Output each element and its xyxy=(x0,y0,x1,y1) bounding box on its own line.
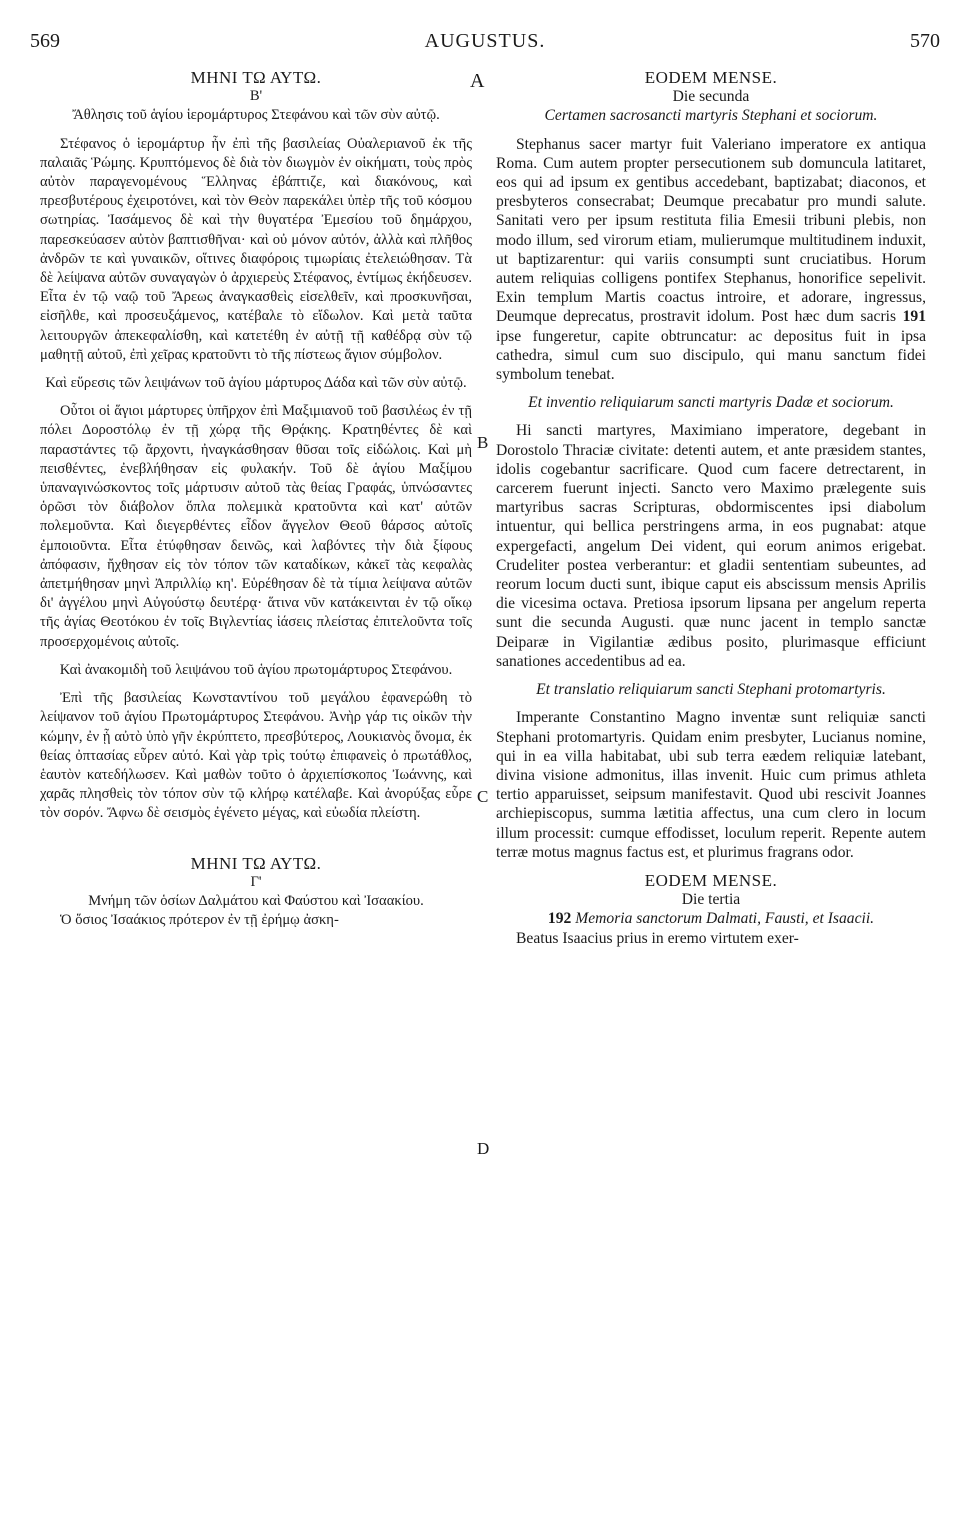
greek-section-title: Καὶ ἀνακομιδὴ τοῦ λειψάνου τοῦ ἁγίου πρωτομάρτυρος Στεφάνου. xyxy=(59,661,453,678)
latin-title-text: Memoria sanctorum Dalmati, Fausti, et Isaacii. xyxy=(575,910,875,928)
latin-section-title: Et inventio reliquiarum sancti martyris Dadæ et sociorum. xyxy=(528,394,894,412)
latin-section-title xyxy=(496,909,926,928)
greek-day-heading: Γ' xyxy=(250,873,262,890)
greek-month-heading: ΜΗΝΙ ΤΩ ΑΥΤΩ. xyxy=(190,68,322,87)
page-header xyxy=(30,30,940,56)
page-number-left: 569 xyxy=(30,30,60,52)
latin-text: ipse fungeretur, capite obtruncatur: ac depositus fuit in ipsa cathedra, simul cum suo discipulo, qui manu sanctum fidei symbolum tenebat. xyxy=(496,327,926,384)
greek-section-title: Μνήμη τῶν ὁσίων Δαλμάτου καὶ Φαύστου καὶ Ἰσαακίου. xyxy=(88,892,424,909)
greek-month-heading: ΜΗΝΙ ΤΩ ΑΥΤΩ. xyxy=(190,853,322,873)
margin-number: 192 xyxy=(547,910,572,928)
latin-paragraph: Hi sancti martyres, Maximiano imperatore, degebant in Dorostolo Thraciæ civitate: detenti autem, et ante præsidem stantes, idolis cogebantur sacrificare. Quod cum facere detrectarent, in carcerem fuerunt injecti. Sancto vero Maximo prælegente suis martyribus sacras Scripturas, obdormiscentes ipsi diabolum intuentur, qui bellica perstringens arma, in eos pugnabat: atque expergefacti, angelum Dei vident, qui eorum animos erigebat. Crudeliter postea verberantur: et gladii sententiam subeuntes, ad reorum locum ducti sunt, ibique caput eis abscissum mensis Aprilis die vicesima octava. Pretiosa ipsorum lipsana per angelum reperta sunt die secunda Augusti. quæ nunc jacent in templo sanctæ Deiparæ in Vigilantiæ ædibus posito, plurimasque efficiunt sanationes accedentibus ad ea. xyxy=(496,422,926,670)
greek-section-title: Καὶ εὕρεσις τῶν λειψάνων τοῦ ἁγίου μάρτυρος Δάδα καὶ τῶν σὺν αὐτῷ. xyxy=(45,375,467,392)
running-title: AUGUSTUS. xyxy=(424,30,546,52)
latin-month-heading: EODEM MENSE. xyxy=(644,870,778,890)
greek-paragraph: Στέφανος ὁ ἱερομάρτυρ ἦν ἐπὶ τῆς βασιλείας Οὐαλεριανοῦ ἐκ τῆς παλαιᾶς Ῥώμης. Κρυπτόμενος δὲ διὰ τὸν διωγμὸν ἐν οἰκήματι, τοὺς πρὸς αὐτὸν παραγενομένους Ἕλληνας ἐβάπτιζε, καὶ διακόνους, καὶ πρεσβυτέρους ἐχειροτόνει, καὶ τὸν Θεὸν παρεκάλει ὑπὲρ τῆς τοῦ κόσμου σωτηρίας. Ἰασάμενος δὲ καὶ τὴν θυγατέρα Ἐμεσίου τοῦ δημάρχου, παρεσκεύασεν αὐτὸν βαπτισθῆναι· καὶ οὐ μόνον αὐτόν, ἀλλὰ καὶ πλῆθος ἀνδρῶν τε καὶ γυναικῶν, οἵτινες διαφόροις τιμωρίαις ἐτελειώθησαν. Τὰ δὲ λείψανα αὐτῶν συναγαγὼν ὁ ἀρχιερεὺς Στέφανος, ἐντίμως ἐκήδευσεν. Εἶτα ἐν τῷ ναῷ τοῦ Ἄρεως ἀναγκασθεὶς εἰσελθεῖν, καὶ προσκυνῆσαι, εἰσῆλθε, καὶ προσευξάμενος, κατέβαλε τὸ εἴδωλον. Καὶ μετὰ ταῦτα λειτουργῶν ἀπεκεφαλίσθη, καὶ κατετέθη ἐν αὐτῇ τῇ καθέδρᾳ σὺν τῷ μαθητῇ αὐτοῦ, ἐπὶ χεῖρας κρατοῦντι τὸ τῆς πίστεως ἅγιον σύμβολον. xyxy=(40,135,472,363)
greek-paragraph: Οὗτοι οἱ ἅγιοι μάρτυρες ὑπῆρχον ἐπὶ Μαξιμιανοῦ τοῦ βασιλέως ἐν τῇ πόλει Δοροστόλῳ ἐν τῇ χώρᾳ τῆς Θρᾴκης. Κρατηθέντες δὲ καὶ παραστάντες τῷ ἄρχοντι, ἠναγκάσθησαν θῦσαι τοῖς εἰδώλοις. Καὶ μὴ πεισθέντες, ἐνεβλήθησαν εἰς φυλακήν. Τοῦ δὲ ἁγίου Μαξίμου ὑπαναγινώσκοντος τοῖς μάρτυσιν αὐτοῦ τὰς θείας Γραφάς, ὑπνώσαντες ὁρῶσι τὸν διάβολον ὅπλα πολεμικὰ κρατοῦντα καὶ κατ' αὐτῶν πολεμοῦντα. Καὶ διεγερθέντες εἶδον ἄγγελον Θεοῦ θάρσος αὐτοῖς ἐμποιοῦντα. Εἶτα ἐτύφθησαν δεινῶς, καὶ λαβόντες τὴν διὰ ξίφους ἀπόφασιν, ἤχθησαν εἰς τὸν τόπον τῶν καταδίκων, κἀκεῖ τὰς κεφαλὰς ἀπετμήθησαν μηνὶ Ἀπριλλίῳ κη'. Εὑρέθησαν δὲ τὰ τίμια λείψανα αὐτῶν δι' ἀγγέλου μηνὶ Αὐγούστῳ δευτέρᾳ· ἅτινα νῦν κατάκεινται ἐν τῷ οἴκῳ τῆς ἁγίας Θεοτόκου ἐν τοῖς Βιγλεντίας ἰάσεις πλείστας ἐπιτελοῦντα τοῖς προσερχομένοις αὐτοῖς. xyxy=(40,403,472,650)
greek-day-heading: Β' xyxy=(249,88,263,105)
latin-paragraph: Beatus Isaacius prius in eremo virtutem exer- xyxy=(516,929,799,947)
margin-number: 191 xyxy=(902,308,926,326)
greek-section-title: Ἄθλησις τοῦ ἁγίου ἱερομάρτυρος Στεφάνου καὶ τῶν σὺν αὐτῷ. xyxy=(72,107,440,124)
latin-day-heading: Die tertia xyxy=(681,891,741,909)
latin-day-heading: Die secunda xyxy=(672,88,750,106)
margin-letter-b: B xyxy=(477,433,489,452)
margin-letter-c: C xyxy=(477,787,489,806)
latin-paragraph xyxy=(496,135,926,385)
greek-column xyxy=(40,68,472,930)
latin-column xyxy=(496,68,926,948)
latin-month-heading: EODEM MENSE. xyxy=(644,68,778,87)
latin-text: Stephanus sacer martyr fuit Valeriano imperatore ex antiqua Roma. Cum autem propter persecutionem sub domuncula latitaret, eos qui ad ipsum ex gentibus accedebant, baptizabat; diaconos, et presbyteros consecrabat; Deumque precabatur pro mundi salute. Sanitati vero per ipsum restituta filia Emesii tribuni plebis, non modo illum, sed virorum etiam, mulierumque multitudinem induxit, ut baptizarentur: qui variis consumpti sunt cruciatibus. Horum autem reliquias colligens pontifex Stephanus, honorifice sepelivit. Exin templum Martis coactus introire, et adorare, ingressus, Deumque deprecatus, prostravit idolum. Post hæc dum sacris xyxy=(496,135,926,326)
margin-letter-d: D xyxy=(477,1139,490,1158)
greek-paragraph: Ὁ ὅσιος Ἰσαάκιος πρότερον ἐν τῇ ἐρήμῳ ἀσκη- xyxy=(60,912,339,929)
greek-paragraph: Ἐπὶ τῆς βασιλείας Κωνσταντίνου τοῦ μεγάλου ἐφανερώθη τὸ λείψανον τοῦ ἁγίου Πρωτομάρτυρος Στεφάνου. Ἀνὴρ γάρ τις οἰκῶν τὴν κώμην, ἐν ᾗ αὐτὸ ὑπὸ γῆν ἐκρύπτετο, πρεσβύτερος, Λουκιανὸς ὄνομα, ἐκ θείας ὀπτασίας εὗρεν αὐτό. Καὶ γὰρ τρὶς τούτῳ ἐπιφανεὶς ὁ πρωτάθλος, ἑαυτὸν κατεδήλωσεν. Καὶ μαθὼν τοῦτο ὁ ἀρχιεπίσκοπος Ἰωάννης, καὶ χαρᾶς πλησθεὶς τὸν τόπον σὺν τῷ κλήρῳ κατέλαβε. Καὶ ἀνορύξας εὗρε τὸν σορόν. Ἄφνω δὲ σεισμὸς ἐγένετο μέγας, καὶ εὐωδία πλείστη. xyxy=(40,690,472,822)
latin-section-title: Et translatio reliquiarum sancti Stephani protomartyris. xyxy=(536,681,886,699)
latin-section-title: Certamen sacrosancti martyris Stephani et sociorum. xyxy=(544,107,878,125)
margin-letter-a: A xyxy=(470,70,485,92)
page-number-right: 570 xyxy=(910,30,940,52)
latin-paragraph: Imperante Constantino Magno inventæ sunt reliquiæ sancti Stephani protomartyris. Quidam enim presbyter, Lucianus nomine, qui in ea villa habitabat, ubi sub terra eædem reliquiæ latebant, divina visione admonitus, illas invenit. Huic cum primus athleta tertio apparuisset, seipsum manifestavit. Quod ubi rescivit Joannes archiepiscopus, summa lætitia affectus, una cum clero in locum illum processit: cumque effodisset, loculum reperit. Repente autem terræ motus magnus factus est, et plurimus fragrans odor. xyxy=(496,709,926,861)
